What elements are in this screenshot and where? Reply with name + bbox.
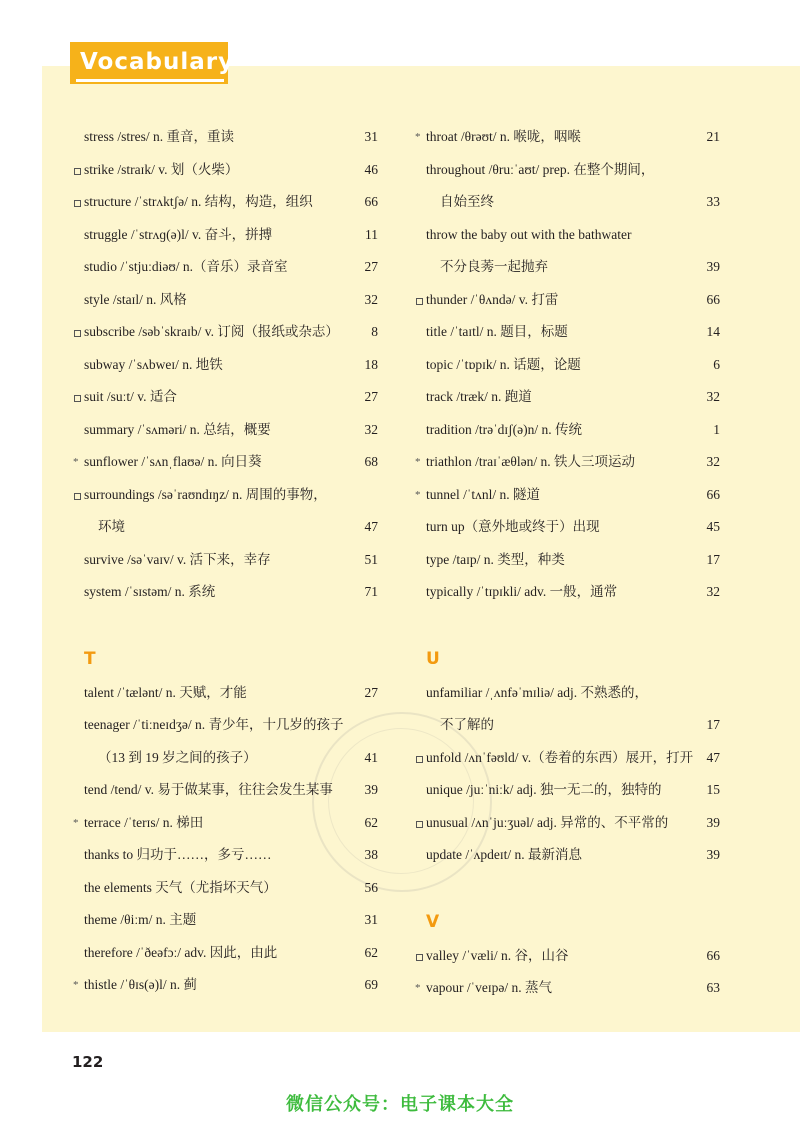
vocab-entry xyxy=(414,972,720,1005)
vocab-entry-page: 32 xyxy=(706,584,720,599)
vocab-entry xyxy=(72,807,378,840)
vocab-entry-line xyxy=(414,544,720,577)
vocab-entry xyxy=(72,414,378,447)
vocab-entry-page: 18 xyxy=(364,356,378,372)
vocab-entry-text: stress /stres/ n. 重音，重读 xyxy=(84,129,234,144)
vocab-entry-page: 45 xyxy=(706,519,720,534)
vocab-entry-text: strike /straɪk/ v. 划（火柴） xyxy=(84,161,239,177)
vocab-entry-text: type /taɪp/ n. 类型，种类 xyxy=(426,551,565,567)
section-title: Vocabulary xyxy=(80,49,235,75)
vocab-entry-page: 17 xyxy=(706,717,720,732)
vocab-entry-page: 8 xyxy=(371,324,378,339)
vocab-entry-page: 62 xyxy=(364,814,378,830)
vocab-entry-line xyxy=(72,381,378,414)
square-marker-icon xyxy=(74,493,81,500)
letter-heading-u: U xyxy=(426,648,440,669)
vocab-entry-text: 不分良莠一起抛弃 xyxy=(440,259,548,274)
vocab-entry-line xyxy=(414,251,720,284)
vocab-entry-line xyxy=(414,709,720,742)
vocab-entry-text: throw the baby out with the bathwater xyxy=(426,226,632,242)
vocab-entry xyxy=(414,316,720,349)
vocab-entry-text: thunder /ˈθʌndə/ v. 打雷 xyxy=(426,291,559,307)
vocab-entry-text: tradition /trəˈdɪʃ(ə)n/ n. 传统 xyxy=(426,421,582,437)
vocab-entry-text: unfamiliar /ˌʌnfəˈmɪliə/ adj. 不熟悉的， xyxy=(426,684,648,700)
vocab-entry-page: 32 xyxy=(706,389,720,404)
vocab-entry-line xyxy=(414,839,720,872)
vocab-entry-text: unusual /ʌnˈjuːʒuəl/ adj. 异常的、不平常的 xyxy=(426,814,669,830)
vocab-entry-page: 31 xyxy=(364,912,378,927)
vocab-entry-line xyxy=(72,709,372,742)
star-marker-icon: * xyxy=(73,816,79,829)
vocab-entry-text: unfold /ʌnˈfəʊld/ v.（卷着的东西）展开，打开 xyxy=(426,749,694,765)
vocab-entry-page: 39 xyxy=(706,847,720,862)
right-t-entries xyxy=(414,121,720,609)
star-marker-icon: * xyxy=(415,456,421,468)
vocab-entry xyxy=(72,872,378,905)
vocab-entry-text: thistle /ˈθɪs(ə)l/ n. 蓟 xyxy=(84,977,197,992)
vocab-entry-page: 14 xyxy=(706,324,720,339)
vocab-entry-text: the elements 天气（尤指坏天气） xyxy=(84,879,277,895)
vocab-entry-line xyxy=(414,576,720,609)
vocab-entry xyxy=(414,154,720,219)
vocab-entry-page: 31 xyxy=(364,129,378,144)
footer-watermark-text: 微信公众号：电子课本大全 xyxy=(286,1094,514,1115)
vocab-entry-page: 41 xyxy=(364,749,378,765)
vocab-entry-page: 66 xyxy=(706,486,720,502)
right-v-entries xyxy=(414,940,720,1005)
vocab-entry-text: style /staɪl/ n. 风格 xyxy=(84,291,187,307)
vocab-entry-page: 27 xyxy=(364,684,378,700)
vocab-entry xyxy=(72,839,378,872)
vocab-entry xyxy=(414,479,720,512)
vocab-entry-text: 不了解的 xyxy=(440,717,494,732)
vocab-entry xyxy=(414,807,720,840)
vocab-entry-page: 11 xyxy=(365,226,378,242)
vocab-entry xyxy=(72,284,378,317)
vocab-entry-page: 39 xyxy=(706,814,720,830)
vocab-entry-page: 38 xyxy=(364,847,378,862)
left-s-entries xyxy=(72,121,378,609)
vocab-entry-text: sunflower /ˈsʌnˌflaʊə/ n. 向日葵 xyxy=(84,454,262,469)
vocab-entry-text: unique /juːˈniːk/ adj. 独一无二的，独特的 xyxy=(426,782,662,797)
vocab-entry-line xyxy=(72,414,378,447)
vocab-entry-text: surroundings /səˈraʊndɪŋz/ n. 周围的事物， xyxy=(84,486,327,502)
left-column xyxy=(72,121,378,1002)
vocab-entry-page: 32 xyxy=(706,454,720,469)
vocab-entry-page: 47 xyxy=(364,519,378,534)
vocab-entry xyxy=(72,774,378,807)
vocab-entry-page: 66 xyxy=(364,194,378,209)
square-marker-icon xyxy=(416,954,423,961)
vocab-entry-text: valley /ˈvæli/ n. 谷，山谷 xyxy=(426,947,569,963)
vocab-entry xyxy=(414,414,720,447)
vocab-entry-text: tend /tend/ v. 易于做某事，往往会发生某事 xyxy=(84,782,333,797)
vocab-entry xyxy=(414,121,720,154)
vocab-entry-page: 46 xyxy=(364,161,378,177)
left-t-entries xyxy=(72,677,378,1002)
vocab-entry-line xyxy=(72,937,378,970)
vocab-entry xyxy=(414,349,720,382)
vocab-entry-line xyxy=(414,742,720,775)
vocab-entry xyxy=(72,709,378,774)
vocab-entry-page: 68 xyxy=(364,454,378,469)
vocab-entry-line xyxy=(72,742,378,775)
vocab-entry-page: 27 xyxy=(364,389,378,404)
vocab-entry-page: 15 xyxy=(706,782,720,797)
vocab-entry-page: 33 xyxy=(706,194,720,209)
vocab-entry xyxy=(72,576,378,609)
vocab-entry xyxy=(72,219,378,252)
vocab-entry xyxy=(414,839,720,872)
vocab-entry-text: thanks to 归功于……，多亏…… xyxy=(84,847,272,862)
vocab-entry-text: （13 到 19 岁之间的孩子） xyxy=(98,749,257,765)
vocab-entry-text: update /ˈʌpdeɪt/ n. 最新消息 xyxy=(426,847,582,862)
vocab-entry-line xyxy=(72,154,378,187)
vocab-entry-page: 21 xyxy=(706,129,720,144)
vocab-entry xyxy=(72,479,378,544)
vocab-entry xyxy=(414,774,720,807)
vocab-entry-page: 66 xyxy=(706,947,720,963)
vocab-entry xyxy=(72,186,378,219)
vocab-entry xyxy=(414,677,720,742)
vocab-entry-line xyxy=(72,872,378,905)
vocab-entry-text: tunnel /ˈtʌnl/ n. 隧道 xyxy=(426,486,540,502)
star-marker-icon: * xyxy=(415,982,421,994)
vocab-entry-line xyxy=(414,677,714,710)
vocab-entry-page: 71 xyxy=(364,584,378,599)
vocab-entry xyxy=(414,511,720,544)
vocab-entry-line xyxy=(414,479,720,512)
vocab-entry-line xyxy=(414,349,720,382)
vocab-entry-line xyxy=(72,807,378,840)
vocab-entry-text: therefore /ˈðeəfɔː/ adv. 因此，由此 xyxy=(84,944,278,960)
vocab-entry xyxy=(72,677,378,710)
vocab-entry-line xyxy=(414,186,720,219)
vocab-entry-text: title /ˈtaɪtl/ n. 题目，标题 xyxy=(426,324,568,339)
vocab-entry-text: summary /ˈsʌməri/ n. 总结，概要 xyxy=(84,421,271,437)
vocab-entry-line xyxy=(72,677,378,710)
star-marker-icon: * xyxy=(73,979,79,991)
vocab-entry-page: 39 xyxy=(706,259,720,274)
square-marker-icon xyxy=(74,330,81,337)
vocab-entry-line xyxy=(414,807,720,840)
vocab-entry xyxy=(414,381,720,414)
vocab-entry-text: talent /ˈtælənt/ n. 天赋，才能 xyxy=(84,684,247,700)
section-gap xyxy=(414,872,714,904)
vocab-entry-page: 39 xyxy=(364,782,378,797)
star-marker-icon: * xyxy=(415,488,421,501)
vocab-entry-line xyxy=(72,121,378,154)
vocab-entry-line xyxy=(414,219,714,252)
vocab-entry-line xyxy=(414,940,720,973)
vocab-entry-line xyxy=(414,154,714,187)
vocab-entry xyxy=(72,446,378,479)
vocab-entry-page: 47 xyxy=(706,749,720,765)
vocab-entry-line xyxy=(72,349,378,382)
vocab-entry xyxy=(72,316,378,349)
square-marker-icon xyxy=(416,756,423,763)
vocab-entry xyxy=(414,940,720,973)
right-u-entries xyxy=(414,677,720,872)
vocab-entry xyxy=(72,381,378,414)
vocab-entry xyxy=(72,154,378,187)
vocab-entry-line xyxy=(414,446,720,479)
square-marker-icon xyxy=(416,821,423,828)
vocab-entry-page: 6 xyxy=(713,356,720,372)
vocab-entry-page: 27 xyxy=(364,259,378,274)
vocab-entry-text: struggle /ˈstrʌɡ(ə)l/ v. 奋斗，拼搏 xyxy=(84,226,273,242)
vocab-entry-page: 32 xyxy=(364,291,378,307)
letter-heading-t: T xyxy=(84,648,96,669)
letter-heading-v: V xyxy=(426,911,440,932)
vocab-entry-text: typically /ˈtɪpɪkli/ adv. 一般，通常 xyxy=(426,584,618,599)
vocab-entry-page: 32 xyxy=(364,421,378,437)
vocab-entry-page: 51 xyxy=(364,551,378,567)
vocab-entry-text: structure /ˈstrʌktʃə/ n. 结构，构造，组织 xyxy=(84,194,313,209)
vocab-entry xyxy=(414,544,720,577)
section-gap xyxy=(72,609,372,641)
vocab-entry-line xyxy=(414,511,720,544)
vocab-entry-line xyxy=(414,774,720,807)
vocab-entry-line xyxy=(72,511,378,544)
vocab-entry-line xyxy=(72,544,378,577)
vocab-entry-text: vapour /ˈveɪpə/ n. 蒸气 xyxy=(426,980,552,995)
vocab-entry-line xyxy=(72,969,378,1002)
vocab-entry-text: topic /ˈtɒpɪk/ n. 话题，论题 xyxy=(426,356,581,372)
vocab-entry-page: 56 xyxy=(364,879,378,895)
vocab-entry xyxy=(72,251,378,284)
vocab-entry xyxy=(414,219,720,284)
vocab-entry xyxy=(414,742,720,775)
vocab-entry-line xyxy=(72,219,378,252)
vocab-entry-line xyxy=(72,576,378,609)
vocab-entry-text: throughout /θruːˈaʊt/ prep. 在整个期间， xyxy=(426,161,655,177)
star-marker-icon: * xyxy=(415,131,421,143)
page-number: 122 xyxy=(72,1053,104,1071)
vocab-entry-text: teenager /ˈtiːneɪdʒə/ n. 青少年，十几岁的孩子 xyxy=(84,717,344,732)
square-marker-icon xyxy=(416,298,423,305)
vocab-entry-page: 17 xyxy=(706,551,720,567)
square-marker-icon xyxy=(74,395,81,402)
vocab-entry xyxy=(72,121,378,154)
vocab-entry-text: suit /suːt/ v. 适合 xyxy=(84,389,177,404)
vocab-entry-text: system /ˈsɪstəm/ n. 系统 xyxy=(84,584,216,599)
vocab-entry xyxy=(72,349,378,382)
vocab-entry-line xyxy=(72,251,378,284)
vocab-entry-text: throat /θrəʊt/ n. 喉咙，咽喉 xyxy=(426,129,581,144)
vocab-entry-page: 69 xyxy=(364,977,378,992)
vocab-entry-page: 1 xyxy=(713,421,720,437)
vocab-entry xyxy=(414,446,720,479)
vocab-entry-line xyxy=(72,774,378,807)
vocab-entry-text: triathlon /traɪˈæθlən/ n. 铁人三项运动 xyxy=(426,454,635,469)
vocab-entry-line xyxy=(72,904,378,937)
vocab-entry-text: subscribe /səbˈskraɪb/ v. 订阅（报纸或杂志） xyxy=(84,324,339,339)
vocab-entry xyxy=(72,969,378,1002)
vocab-entry-line xyxy=(72,316,378,349)
square-marker-icon xyxy=(74,200,81,207)
vocab-entry-text: theme /θiːm/ n. 主题 xyxy=(84,912,197,927)
vocab-entry-text: terrace /ˈterɪs/ n. 梯田 xyxy=(84,814,204,830)
vocab-entry-line xyxy=(414,381,720,414)
vocab-entry-line xyxy=(72,446,378,479)
vocab-entry-line xyxy=(72,186,378,219)
vocab-entry xyxy=(72,904,378,937)
square-marker-icon xyxy=(74,168,81,175)
vocab-entry-text: track /træk/ n. 跑道 xyxy=(426,389,532,404)
vocab-entry-line xyxy=(414,121,720,154)
vocab-entry-page: 66 xyxy=(706,291,720,307)
vocab-entry-line xyxy=(72,839,378,872)
vocab-entry-line xyxy=(414,316,720,349)
vocab-entry-line xyxy=(414,284,720,317)
vocab-entry-text: 环境 xyxy=(98,519,125,534)
vocab-entry-page: 62 xyxy=(364,944,378,960)
section-gap xyxy=(414,609,714,641)
vocab-entry xyxy=(72,544,378,577)
vocab-entry-text: studio /ˈstjuːdiəʊ/ n.（音乐）录音室 xyxy=(84,259,288,274)
vocab-entry xyxy=(414,284,720,317)
right-column xyxy=(414,121,720,1005)
vocab-entry-line xyxy=(414,414,720,447)
vocab-entry-text: turn up（意外地或终于）出现 xyxy=(426,519,600,534)
vocab-entry-text: 自始至终 xyxy=(440,194,494,209)
vocab-entry xyxy=(72,937,378,970)
vocab-entry-text: survive /səˈvaɪv/ v. 活下来，幸存 xyxy=(84,551,271,567)
vocab-entry-line xyxy=(72,479,372,512)
star-marker-icon: * xyxy=(73,456,79,468)
vocab-entry-line xyxy=(414,972,720,1005)
vocab-entry-page: 63 xyxy=(706,980,720,995)
vocab-entry-line xyxy=(72,284,378,317)
vocab-entry xyxy=(414,576,720,609)
vocab-entry-text: subway /ˈsʌbweɪ/ n. 地铁 xyxy=(84,356,223,372)
